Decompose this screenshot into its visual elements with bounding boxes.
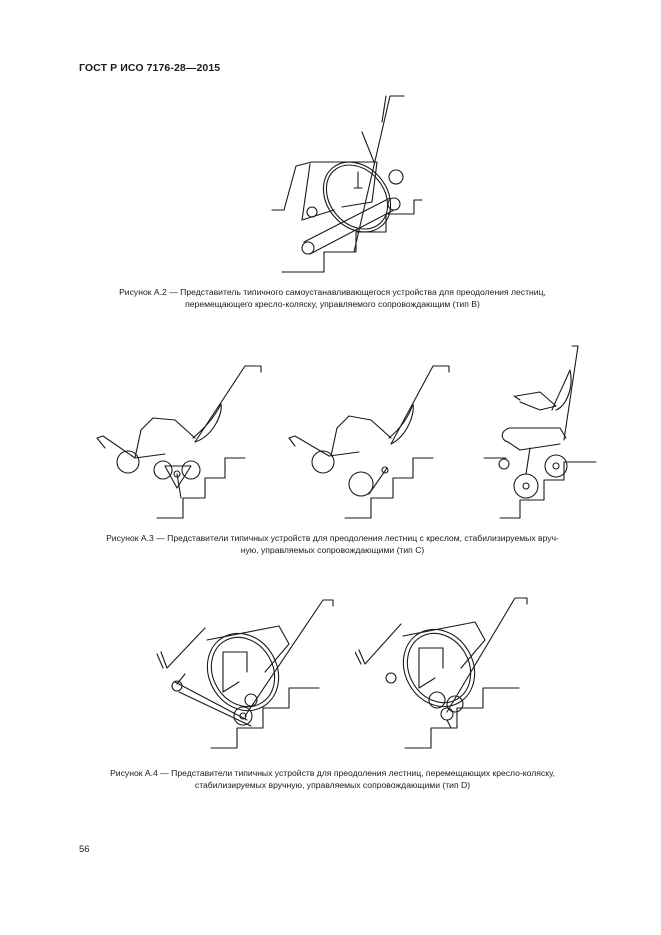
page-number: 56 bbox=[79, 844, 90, 855]
figure-a2-caption bbox=[60, 286, 605, 310]
figure-a4-caption-line1: Рисунок А.4 — Представители типичных устройств для преодоления лестниц, перемещающих кресло-коляску, bbox=[110, 768, 555, 778]
figure-a2-caption-line1: Рисунок А.2 — Представитель типичного самоустанавливающегося устройства для преодоления лестниц, bbox=[119, 287, 546, 297]
figure-a4-illustration-right bbox=[355, 592, 535, 754]
figure-a3-caption bbox=[60, 532, 605, 556]
figure-a3-illustration-right bbox=[480, 340, 600, 520]
figure-a3-caption-line1: Рисунок А.3 — Представители типичных устройств для преодоления лестниц с креслом, стабилизируемых вруч- bbox=[106, 533, 559, 543]
document-header: ГОСТ Р ИСО 7176-28—2015 bbox=[79, 62, 221, 74]
figure-a4-caption-line2: стабилизируемых вручную, управляемых сопровождающими (тип D) bbox=[194, 780, 471, 790]
figure-a4-caption bbox=[60, 767, 605, 791]
figure-a3-illustration-middle bbox=[283, 358, 453, 520]
figure-a2-caption-line2: перемещающего кресло-коляску, управляемого сопровождающим (тип В) bbox=[185, 299, 480, 309]
figure-a3-caption-line2: ную, управляемых сопровождающими (тип С) bbox=[240, 545, 425, 555]
figure-a2-illustration bbox=[262, 92, 432, 274]
figure-a4-illustration-left bbox=[155, 592, 335, 754]
figure-a3-illustration-left bbox=[95, 358, 265, 520]
